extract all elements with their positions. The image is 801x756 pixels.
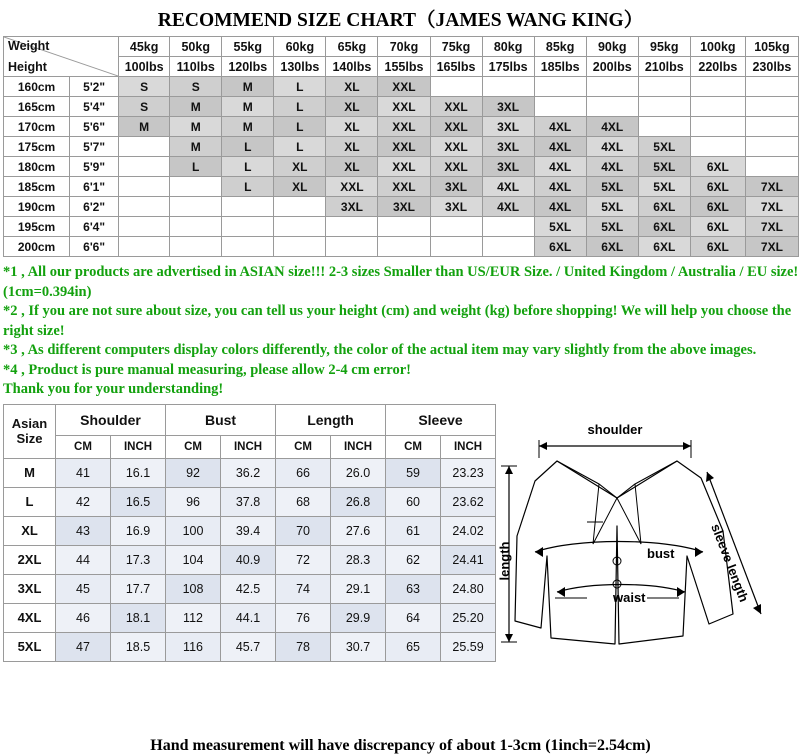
size-cell <box>690 117 745 137</box>
weight-lbs-header: 100lbs <box>119 57 170 77</box>
note-1: *1 , All our products are advertised in ASIAN size!!! 2-3 sizes Smaller than US/EUR Size. / United Kingdom / Australia / EU size! (1cm=0.394in) <box>3 264 799 300</box>
size-cell: 3XL <box>378 197 430 217</box>
measurement-size-label: 3XL <box>4 574 56 603</box>
size-cell: 4XL <box>534 137 586 157</box>
size-cell <box>274 197 326 217</box>
weight-label: Weight <box>8 39 50 53</box>
size-notes <box>3 263 799 400</box>
size-cell <box>119 197 170 217</box>
size-cell <box>745 157 798 177</box>
measurement-value-cell: 70 <box>276 516 331 545</box>
size-cell: 5XL <box>586 217 638 237</box>
measurement-value-cell: 61 <box>386 516 441 545</box>
size-cell <box>119 157 170 177</box>
measurement-value-cell: 18.5 <box>111 632 166 661</box>
size-cell <box>170 217 222 237</box>
note-4: *4 , Product is pure manual measuring, please allow 2-4 cm error! <box>3 361 411 378</box>
measurement-value-cell: 43 <box>56 516 111 545</box>
size-cell: M <box>119 117 170 137</box>
height-cm-cell: 200cm <box>4 237 70 257</box>
measurement-value-cell: 23.23 <box>441 458 496 487</box>
size-cell <box>430 217 482 237</box>
diagram-label-waist: waist <box>613 589 646 605</box>
size-cell <box>119 177 170 197</box>
weight-lbs-header: 230lbs <box>745 57 798 77</box>
size-cell: 5XL <box>586 177 638 197</box>
measurement-group-header: Shoulder <box>56 404 166 435</box>
weight-lbs-header: 185lbs <box>534 57 586 77</box>
size-cell <box>586 77 638 97</box>
size-cell: 4XL <box>586 137 638 157</box>
measurement-group-header: Bust <box>166 404 276 435</box>
size-cell: 3XL <box>326 197 378 217</box>
size-cell: 6XL <box>690 197 745 217</box>
size-cell <box>482 237 534 257</box>
weight-kg-header: 55kg <box>222 37 274 57</box>
size-cell: 5XL <box>534 217 586 237</box>
size-cell: S <box>119 77 170 97</box>
size-cell: 4XL <box>534 197 586 217</box>
measurement-unit-header: INCH <box>331 435 386 458</box>
size-cell: XL <box>326 157 378 177</box>
size-cell <box>222 197 274 217</box>
height-ft-cell: 5'6" <box>70 117 119 137</box>
size-cell: 3XL <box>430 177 482 197</box>
size-cell <box>170 237 222 257</box>
size-cell: XXL <box>378 117 430 137</box>
height-cm-cell: 180cm <box>4 157 70 177</box>
size-cell: M <box>222 117 274 137</box>
size-cell: 4XL <box>482 197 534 217</box>
measurement-group-header: Sleeve <box>386 404 496 435</box>
measurement-value-cell: 64 <box>386 603 441 632</box>
measurement-value-cell: 44 <box>56 545 111 574</box>
measurement-value-cell: 16.5 <box>111 487 166 516</box>
measurement-value-cell: 25.20 <box>441 603 496 632</box>
measurement-value-cell: 29.1 <box>331 574 386 603</box>
size-cell: 4XL <box>586 117 638 137</box>
note-thanks: Thank you for your understanding! <box>3 381 224 397</box>
size-cell: 4XL <box>534 157 586 177</box>
size-cell <box>690 97 745 117</box>
size-cell <box>119 237 170 257</box>
size-cell <box>274 217 326 237</box>
size-cell: 6XL <box>690 157 745 177</box>
height-cm-cell: 160cm <box>4 77 70 97</box>
measurement-value-cell: 45 <box>56 574 111 603</box>
measurement-value-cell: 17.7 <box>111 574 166 603</box>
weight-kg-header: 45kg <box>119 37 170 57</box>
size-cell: XXL <box>378 137 430 157</box>
note-2: *2 , If you are not sure about size, you can tell us your height (cm) and weight (kg) before shopping! We will help you choose the right size! <box>3 303 792 339</box>
size-cell: 3XL <box>482 97 534 117</box>
size-cell <box>534 77 586 97</box>
size-cell: S <box>170 77 222 97</box>
size-cell: 3XL <box>482 137 534 157</box>
size-cell: 4XL <box>534 177 586 197</box>
measurement-value-cell: 74 <box>276 574 331 603</box>
size-cell: 6XL <box>638 217 690 237</box>
size-cell: 5XL <box>586 197 638 217</box>
size-cell: M <box>170 117 222 137</box>
measurement-size-label: 2XL <box>4 545 56 574</box>
size-cell <box>170 177 222 197</box>
size-cell <box>586 97 638 117</box>
measurement-value-cell: 37.8 <box>221 487 276 516</box>
size-cell: 6XL <box>638 197 690 217</box>
footer-note: Hand measurement will have discrepancy of about 1-3cm (1inch=2.54cm) <box>150 737 651 754</box>
size-cell <box>482 77 534 97</box>
weight-lbs-header: 165lbs <box>430 57 482 77</box>
measurement-size-label: 5XL <box>4 632 56 661</box>
size-cell: XL <box>274 157 326 177</box>
height-ft-cell: 5'4" <box>70 97 119 117</box>
size-cell: 6XL <box>586 237 638 257</box>
size-cell <box>222 217 274 237</box>
measurement-value-cell: 62 <box>386 545 441 574</box>
measurement-value-cell: 28.3 <box>331 545 386 574</box>
size-cell: XL <box>326 77 378 97</box>
height-cm-cell: 170cm <box>4 117 70 137</box>
size-cell: 6XL <box>690 177 745 197</box>
size-cell: L <box>274 97 326 117</box>
size-cell <box>745 117 798 137</box>
weight-kg-header: 95kg <box>638 37 690 57</box>
measurement-value-cell: 45.7 <box>221 632 276 661</box>
measurement-value-cell: 42 <box>56 487 111 516</box>
measurement-size-label: 4XL <box>4 603 56 632</box>
measurement-value-cell: 18.1 <box>111 603 166 632</box>
size-cell: M <box>222 77 274 97</box>
size-cell: 3XL <box>430 197 482 217</box>
weight-kg-header: 75kg <box>430 37 482 57</box>
size-cell: 3XL <box>482 117 534 137</box>
measurement-value-cell: 40.9 <box>221 545 276 574</box>
size-cell: XXL <box>378 177 430 197</box>
measurement-value-cell: 108 <box>166 574 221 603</box>
measurement-value-cell: 16.9 <box>111 516 166 545</box>
measurement-size-label: L <box>4 487 56 516</box>
size-cell <box>745 137 798 157</box>
measurement-value-cell: 72 <box>276 545 331 574</box>
height-label: Height <box>8 60 47 74</box>
measurement-size-label: XL <box>4 516 56 545</box>
size-cell: XXL <box>430 117 482 137</box>
size-cell: 7XL <box>745 177 798 197</box>
size-cell <box>430 77 482 97</box>
measurement-value-cell: 66 <box>276 458 331 487</box>
size-cell: L <box>222 137 274 157</box>
size-cell: XXL <box>430 97 482 117</box>
size-cell: L <box>222 157 274 177</box>
weight-kg-header: 50kg <box>170 37 222 57</box>
measurement-value-cell: 26.0 <box>331 458 386 487</box>
size-cell: XL <box>326 137 378 157</box>
weight-kg-header: 85kg <box>534 37 586 57</box>
size-cell: XXL <box>378 97 430 117</box>
measurement-table <box>3 404 496 662</box>
measurement-value-cell: 25.59 <box>441 632 496 661</box>
note-3: *3 , As different computers display colors differently, the color of the actual item may vary slightly from the above images. <box>3 342 757 358</box>
measurement-value-cell: 104 <box>166 545 221 574</box>
size-cell: XXL <box>326 177 378 197</box>
height-ft-cell: 6'1" <box>70 177 119 197</box>
size-cell <box>690 77 745 97</box>
measurement-value-cell: 26.8 <box>331 487 386 516</box>
height-ft-cell: 5'2" <box>70 77 119 97</box>
height-ft-cell: 6'2" <box>70 197 119 217</box>
size-cell <box>222 237 274 257</box>
measurement-unit-header: CM <box>386 435 441 458</box>
jacket-measurement-diagram <box>495 406 798 664</box>
measurement-value-cell: 23.62 <box>441 487 496 516</box>
size-cell: XXL <box>378 77 430 97</box>
asian-size-header: Asian Size <box>4 404 56 458</box>
size-cell: 3XL <box>482 157 534 177</box>
diagram-label-shoulder: shoulder <box>587 421 643 437</box>
size-cell <box>119 217 170 237</box>
size-cell: 7XL <box>745 217 798 237</box>
measurement-unit-header: INCH <box>221 435 276 458</box>
size-cell: 6XL <box>534 237 586 257</box>
size-cell <box>170 197 222 217</box>
weight-kg-header: 80kg <box>482 37 534 57</box>
measurement-value-cell: 44.1 <box>221 603 276 632</box>
weight-kg-header: 70kg <box>378 37 430 57</box>
measurement-value-cell: 68 <box>276 487 331 516</box>
diagram-label-bust: bust <box>647 545 675 561</box>
size-cell <box>534 97 586 117</box>
size-cell: XL <box>326 97 378 117</box>
page-title: RECOMMEND SIZE CHART（JAMES WANG KING） <box>157 10 644 31</box>
measurement-value-cell: 36.2 <box>221 458 276 487</box>
height-ft-cell: 5'7" <box>70 137 119 157</box>
measurement-value-cell: 100 <box>166 516 221 545</box>
size-cell: 5XL <box>638 157 690 177</box>
weight-kg-header: 100kg <box>690 37 745 57</box>
measurement-unit-header: INCH <box>111 435 166 458</box>
height-ft-cell: 6'4" <box>70 217 119 237</box>
size-cell: M <box>222 97 274 117</box>
measurement-unit-header: CM <box>276 435 331 458</box>
measurement-value-cell: 63 <box>386 574 441 603</box>
measurement-value-cell: 59 <box>386 458 441 487</box>
size-cell <box>378 237 430 257</box>
size-cell: XXL <box>378 157 430 177</box>
weight-kg-header: 90kg <box>586 37 638 57</box>
size-cell: XL <box>274 177 326 197</box>
measurement-value-cell: 24.02 <box>441 516 496 545</box>
measurement-value-cell: 92 <box>166 458 221 487</box>
size-cell <box>326 237 378 257</box>
size-cell: 6XL <box>638 237 690 257</box>
size-cell: L <box>274 77 326 97</box>
weight-lbs-header: 110lbs <box>170 57 222 77</box>
size-cell <box>326 217 378 237</box>
size-cell <box>119 137 170 157</box>
measurement-value-cell: 116 <box>166 632 221 661</box>
measurement-unit-header: CM <box>56 435 111 458</box>
height-cm-cell: 175cm <box>4 137 70 157</box>
size-cell: 7XL <box>745 237 798 257</box>
size-cell: L <box>222 177 274 197</box>
height-ft-cell: 6'6" <box>70 237 119 257</box>
size-cell: 5XL <box>638 177 690 197</box>
measurement-group-header: Length <box>276 404 386 435</box>
measurement-value-cell: 78 <box>276 632 331 661</box>
size-cell: 6XL <box>690 237 745 257</box>
measurement-value-cell: 47 <box>56 632 111 661</box>
weight-lbs-header: 140lbs <box>326 57 378 77</box>
height-ft-cell: 5'9" <box>70 157 119 177</box>
weight-lbs-header: 210lbs <box>638 57 690 77</box>
size-cell: XL <box>326 117 378 137</box>
weight-lbs-header: 130lbs <box>274 57 326 77</box>
measurement-value-cell: 30.7 <box>331 632 386 661</box>
height-cm-cell: 195cm <box>4 217 70 237</box>
size-cell <box>690 137 745 157</box>
measurement-value-cell: 27.6 <box>331 516 386 545</box>
measurement-value-cell: 41 <box>56 458 111 487</box>
size-cell: 4XL <box>586 157 638 177</box>
size-cell <box>638 97 690 117</box>
size-cell: 4XL <box>482 177 534 197</box>
measurement-value-cell: 17.3 <box>111 545 166 574</box>
measurement-value-cell: 24.80 <box>441 574 496 603</box>
size-cell: L <box>274 137 326 157</box>
measurement-value-cell: 46 <box>56 603 111 632</box>
weight-lbs-header: 155lbs <box>378 57 430 77</box>
height-cm-cell: 165cm <box>4 97 70 117</box>
size-cell: 5XL <box>638 137 690 157</box>
recommend-size-chart <box>3 36 799 257</box>
size-cell <box>638 77 690 97</box>
size-cell <box>745 97 798 117</box>
diagram-label-sleeve-length: sleeve length <box>708 521 752 604</box>
measurement-value-cell: 65 <box>386 632 441 661</box>
weight-kg-header: 65kg <box>326 37 378 57</box>
size-cell: 6XL <box>690 217 745 237</box>
measurement-unit-header: CM <box>166 435 221 458</box>
measurement-value-cell: 112 <box>166 603 221 632</box>
measurement-value-cell: 76 <box>276 603 331 632</box>
weight-lbs-header: 175lbs <box>482 57 534 77</box>
size-cell <box>378 217 430 237</box>
size-cell: L <box>274 117 326 137</box>
measurement-unit-header: INCH <box>441 435 496 458</box>
size-cell: 7XL <box>745 197 798 217</box>
height-cm-cell: 185cm <box>4 177 70 197</box>
size-cell: S <box>119 97 170 117</box>
measurement-value-cell: 96 <box>166 487 221 516</box>
size-cell: XXL <box>430 157 482 177</box>
size-cell <box>430 237 482 257</box>
size-cell <box>745 77 798 97</box>
weight-lbs-header: 220lbs <box>690 57 745 77</box>
weight-height-corner <box>4 37 119 77</box>
size-cell: M <box>170 137 222 157</box>
measurement-value-cell: 24.41 <box>441 545 496 574</box>
weight-lbs-header: 120lbs <box>222 57 274 77</box>
size-cell: M <box>170 97 222 117</box>
measurement-size-label: M <box>4 458 56 487</box>
size-cell <box>274 237 326 257</box>
measurement-value-cell: 60 <box>386 487 441 516</box>
measurement-value-cell: 29.9 <box>331 603 386 632</box>
size-cell: 4XL <box>534 117 586 137</box>
weight-lbs-header: 200lbs <box>586 57 638 77</box>
measurement-value-cell: 42.5 <box>221 574 276 603</box>
size-cell: XXL <box>430 137 482 157</box>
measurement-value-cell: 39.4 <box>221 516 276 545</box>
size-cell <box>638 117 690 137</box>
diagram-label-length: length <box>497 541 512 580</box>
height-cm-cell: 190cm <box>4 197 70 217</box>
size-cell: L <box>170 157 222 177</box>
size-cell <box>482 217 534 237</box>
measurement-value-cell: 16.1 <box>111 458 166 487</box>
weight-kg-header: 60kg <box>274 37 326 57</box>
weight-kg-header: 105kg <box>745 37 798 57</box>
